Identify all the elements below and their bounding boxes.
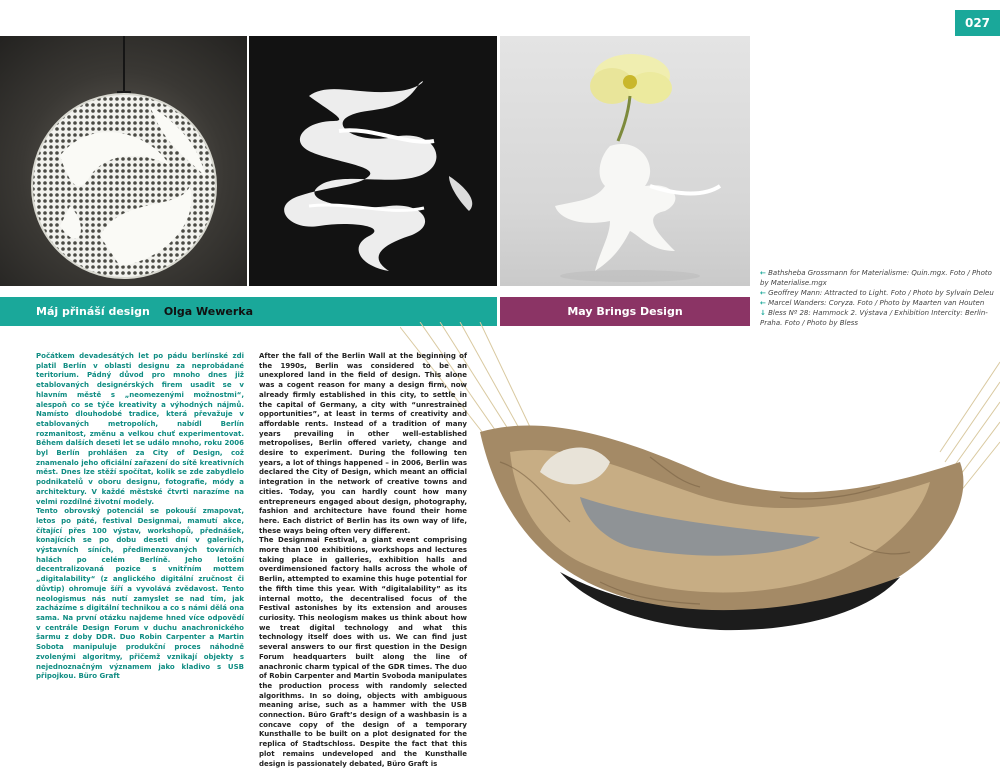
arrow-left-icon: ← bbox=[760, 269, 766, 277]
caption-4: ↓ Bless Nº 28: Hammock 2. Výstava / Exhibition Intercity: Berlin-Praha. Foto / Photo by Bless bbox=[760, 309, 988, 327]
english-paragraph-2: The Designmai Festival, a giant event comprising more than 100 exhibitions, workshops and lectures taking place in galleries, exhibition halls and overdimensioned factory halls across the whole of Berlin, attempted to examine this huge potential for the fifth time this year. With “digitalability” as its internal motto, the decentralised focus of the Festival astonishes by its extension and arouses curiosity. This neologism makes us think about how we treat digital technology and what this technology itself does with us. We can find just several answers to our first question in the Design Forum headquarters built along the line of anachronic charm typical of the GDR times. The duo of Robin Carpenter and Martin Svoboda manipulates the production process with randomly selected algorithms. In so doing, objects with ambiguous meaning arise, such as a hammer with the USB connection. Büro Graft’s design of a washbasin is a concave copy of the design of a temporary Kunsthalle to be built on a plot designated for the replica of Stadtschloss. Despite the fact that this plot remains undeveloped and the Kunsthalle design is passionately debated, Büro Graft is bbox=[259, 536, 468, 768]
english-paragraph-1: After the fall of the Berlin Wall at the beginning of the 1990s, Berlin was considered to be an unexplored land in the field of design. This alone was a cogent reason for many a design firm, now already firmly established in this city, to settle in the capital of Germany, a city with “unrestrained opportunities”, at least in terms of creativity and affordable rents. Instead of a tradition of many years prevailing in other well-established metropolises, Berlin offered variety, change and desire to experiment. During the following ten years, a lot of things happened – in 2006, Berlin was declared the City of Design, which meant an official integration in the network of creative towns and cities. Today, you can hardly count how many entrepreneurs engaged about design, photography, fashion and architecture have found their home here. Each district of Berlin has its own way of life, these ways being often very different. bbox=[259, 352, 467, 535]
caption-1: ← Bathsheba Grossmann for Materialisme: Quin.mgx. Foto / Photo by Materialise.mgx bbox=[760, 269, 992, 287]
english-text-column bbox=[259, 352, 467, 769]
caption-2: ← Geoffrey Mann: Attracted to Light. Foto / Photo by Sylvain Deleu bbox=[760, 289, 994, 297]
arrow-left-icon: ← bbox=[760, 299, 766, 307]
caption-3: ← Marcel Wanders: Coryza. Foto / Photo by Maarten van Houten bbox=[760, 299, 985, 307]
czech-text-column bbox=[36, 352, 244, 682]
czech-paragraph-2: Tento obrovský potenciál se pokouší zmapovat, letos po páté, festival Designmai, mamutí akce, čítající přes 100 výstav, workshopů, přednášek, konajících se po dobu deseti dní v galeriích, výstavních síních, předimenzovaných továrních halách po celém Berlíně. Jeho letošní decentralizovaná pozice s vnitřním mottem „digitalability“ (z anglického digitální zručnost či důvtip) ohromuje šíří a vyvolává zvědavost. Tento neologismus nás nutí zamyslet se nad tím, jak zacházíme s digitální technikou a co s námi dělá ona sama. Na první otázku najdeme hned více odpovědí v centrále Design Forum v duchu anachronického šarmu z doby DDR. Duo Robin Carpenter a Martin Sobota manipuluje produkční proces náhodně zvolenými algoritmy, přičemž vznikají objekty s nejednoznačným významem jako kladivo s USB připojkou. Büro Graft bbox=[36, 507, 244, 681]
arrow-down-icon: ↓ bbox=[760, 309, 766, 317]
arrow-left-icon: ← bbox=[760, 289, 766, 297]
photo-attracted-to-light bbox=[249, 36, 497, 286]
photo-coryza bbox=[500, 36, 750, 286]
photo-hammock bbox=[400, 322, 1000, 652]
photo-quin-lamp bbox=[0, 36, 247, 286]
article-title-czech: Máj přináší design bbox=[36, 305, 150, 318]
article-author: Olga Wewerka bbox=[163, 305, 254, 318]
page-number: 027 bbox=[955, 10, 1000, 36]
czech-paragraph-1: Počátkem devadesátých let po pádu berlínské zdi platil Berlín v oblasti designu za neprobádané teritorium. Pádný důvod pro mnoho dnes již etablovaných designérských firem usadit se v hlavním městě s „neomezenými možnostmi“, alespoň co se týče kreativity a výhodných nájmů. Namísto dlouhodobé tradice, která převažuje v etablovaných metropolích, nabídl Berlín rozmanitost, změnu a velkou chuť experimentovat. Během dalších deseti let se událo mnoho, roku 2006 byl Berlín prohlášen za City of Design, což znamenalo jeho oficiální zařazení do sítě kreativních měst. Dnes lze stěží spočítat, kolik se zde zabydlelo podnikatelů v oboru designu, fotografie, módy a architektury. V každé městské čtvrti narazíme na velmi rozdílné životní modely. bbox=[36, 352, 244, 506]
photo-captions bbox=[760, 268, 998, 328]
article-title-english: May Brings Design bbox=[567, 305, 683, 318]
